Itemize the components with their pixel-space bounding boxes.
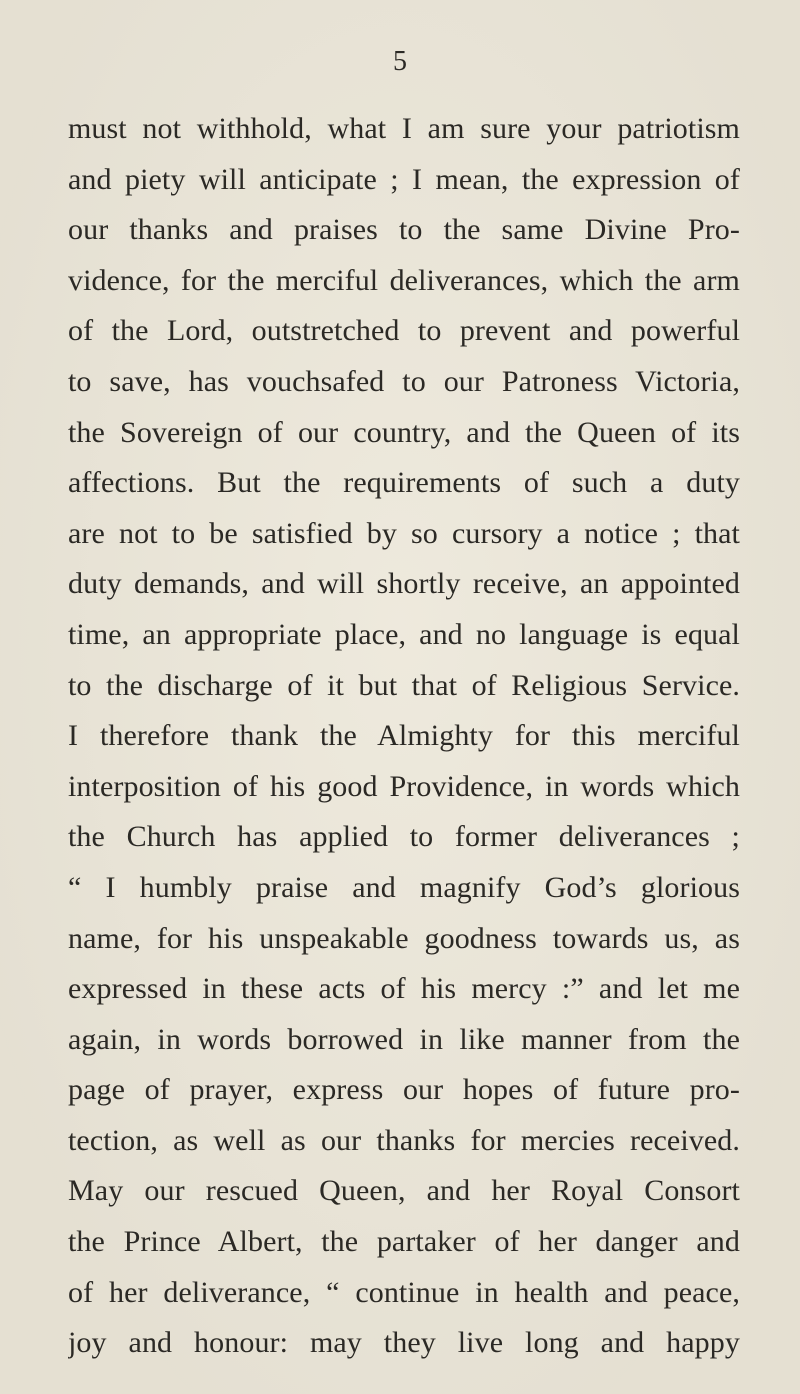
- text-line: vidence, for the merciful deliverances, which the arm: [68, 263, 740, 297]
- text-line: to the discharge of it but that of Religious Service.: [68, 668, 740, 702]
- text-line: of her deliverance, “ continue in health and peace,: [68, 1275, 740, 1309]
- text-line: “ I humbly praise and magnify God’s glorious: [68, 870, 740, 904]
- text-line: the Prince Albert, the partaker of her danger and: [68, 1225, 740, 1259]
- page-number: 5: [393, 46, 407, 77]
- text-line: again, in words borrowed in like manner from the: [68, 1022, 740, 1056]
- text-line: the Sovereign of our country, and the Queen of its: [68, 415, 740, 449]
- text-line: time, an appropriate place, and no language is equal: [68, 617, 740, 651]
- text-line: and piety will anticipate ; I mean, the expression of: [68, 162, 740, 196]
- text-line: interposition of his good Providence, in words which: [68, 769, 740, 803]
- text-line: must not withhold, what I am sure your patriotism: [68, 112, 740, 145]
- text-line: name, for his unspeakable goodness towards us, as: [68, 921, 740, 955]
- text-line: joy and honour: may they live long and happy: [68, 1326, 740, 1360]
- text-line: page of prayer, express our hopes of future pro-: [68, 1073, 740, 1107]
- text-line: the Church has applied to former deliverances ;: [68, 820, 740, 854]
- page-body-text: [68, 104, 740, 1369]
- text-line: affections. But the requirements of such a duty: [68, 466, 740, 500]
- text-line: duty demands, and will shortly receive, an appointed: [68, 567, 740, 601]
- text-line: tection, as well as our thanks for mercies received.: [68, 1123, 740, 1157]
- text-line: of the Lord, outstretched to prevent and powerful: [68, 314, 740, 348]
- text-line: May our rescued Queen, and her Royal Consort: [68, 1174, 740, 1208]
- text-line: I therefore thank the Almighty for this merciful: [68, 719, 740, 753]
- text-line: to save, has vouchsafed to our Patroness Victoria,: [68, 364, 740, 398]
- text-line: our thanks and praises to the same Divine Pro-: [68, 213, 740, 247]
- text-line: are not to be satisfied by so cursory a notice ; that: [68, 516, 740, 550]
- text-line: expressed in these acts of his mercy :” and let me: [68, 972, 740, 1006]
